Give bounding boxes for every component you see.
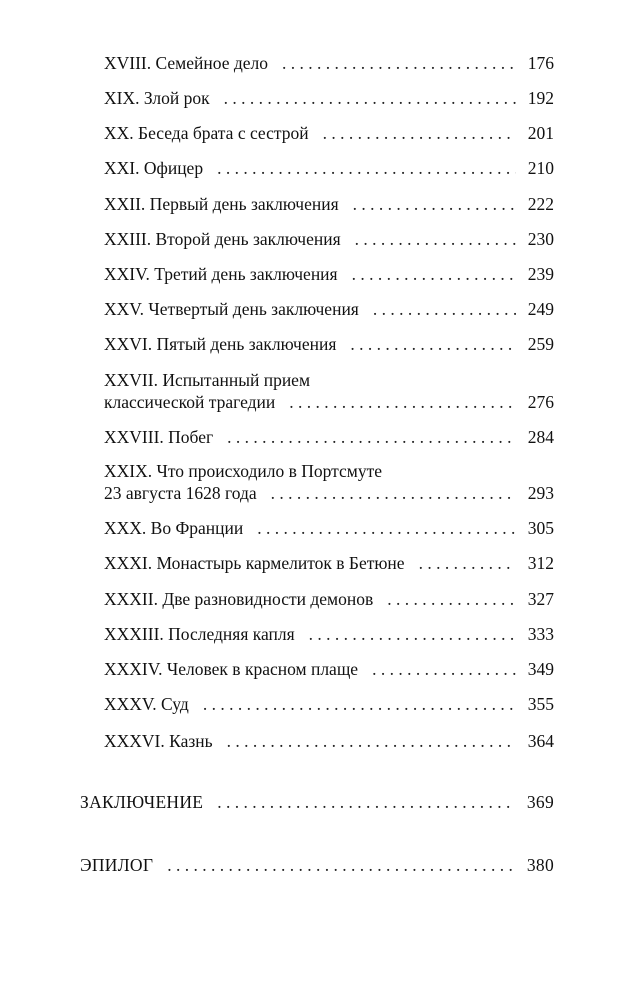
toc-entry-page: 176 <box>527 53 554 73</box>
dot-leader <box>167 854 515 876</box>
toc-entry-epilogue <box>80 854 554 876</box>
toc-entry-title: XXXIV. Человек в красном плаще <box>104 659 359 679</box>
dot-leader <box>372 658 516 680</box>
toc-entry-title: XXXI. Монастырь кармелиток в Бетюне <box>104 553 405 573</box>
toc-entry-xxx <box>104 517 554 539</box>
toc-entry-xviii <box>104 52 554 74</box>
toc-entry-title-line1: XXIX. Что происходило в Портсмуте <box>104 461 383 481</box>
toc-entry-xxii <box>104 193 554 215</box>
toc-entry-page: 230 <box>527 229 554 249</box>
toc-entry-title: XXI. Офицер <box>104 158 204 178</box>
toc-entry-page: 349 <box>527 659 554 679</box>
toc-entry-title-line2: классической трагедии <box>104 392 276 412</box>
toc-entry-page: 369 <box>526 792 554 812</box>
dot-leader <box>282 52 516 74</box>
dot-leader <box>352 263 516 285</box>
toc-entry-page: 305 <box>527 518 554 538</box>
toc-entry-xxvii <box>104 369 554 413</box>
toc-entry-xxv <box>104 298 554 320</box>
toc-entry-page: 239 <box>527 264 554 284</box>
toc-entry-page: 364 <box>527 731 554 751</box>
toc-entry-title-line1: XXVII. Испытанный прием <box>104 370 311 390</box>
toc-entry-title: XXXVI. Казнь <box>104 731 213 751</box>
dot-leader <box>355 228 516 250</box>
toc-entry-page: 222 <box>527 194 554 214</box>
toc-entry-title: ЭПИЛОГ <box>80 855 154 875</box>
toc-entry-xxiv <box>104 263 554 285</box>
toc-entry-xxxv <box>104 693 554 715</box>
toc-entry-title-line2: 23 августа 1628 года <box>104 483 257 503</box>
toc-entry-page: 355 <box>527 694 554 714</box>
dot-leader <box>289 391 515 413</box>
toc-entry-title: XXVI. Пятый день заключения <box>104 334 337 354</box>
dot-leader <box>217 791 515 813</box>
toc-entry-title: XXII. Первый день заключения <box>104 194 339 214</box>
dot-leader <box>224 87 516 109</box>
toc-entry-title: XXVIII. Побег <box>104 427 214 447</box>
dot-leader <box>373 298 516 320</box>
toc-entry-page: 259 <box>527 334 554 354</box>
toc-entry-title: XXV. Четвертый день заключения <box>104 299 359 319</box>
dot-leader <box>323 122 516 144</box>
toc-entry-title: XXXIII. Последняя капля <box>104 624 295 644</box>
toc-entry-page: 201 <box>527 123 554 143</box>
toc-entry-page: 293 <box>527 483 554 503</box>
toc-entry-xix <box>104 87 554 109</box>
toc-entry-xxxii <box>104 588 554 610</box>
toc-entry-page: 312 <box>527 553 554 573</box>
toc-entry-xxxi <box>104 552 554 574</box>
dot-leader <box>203 693 516 715</box>
toc-entry-title: ЗАКЛЮЧЕНИЕ <box>80 792 204 812</box>
toc-entry-page: 276 <box>527 392 554 412</box>
toc-entry-page: 210 <box>527 158 554 178</box>
toc-entry-title: XXX. Во Франции <box>104 518 244 538</box>
toc-entry-page: 327 <box>527 589 554 609</box>
dot-leader <box>217 157 516 179</box>
toc-entry-title: XX. Беседа брата с сестрой <box>104 123 309 143</box>
toc-entry-title: XVIII. Семейное дело <box>104 53 268 73</box>
dot-leader <box>350 333 515 355</box>
dot-leader <box>309 623 516 645</box>
toc-entry-xxxiv <box>104 658 554 680</box>
dot-leader <box>227 426 516 448</box>
toc-entry-xxi <box>104 157 554 179</box>
toc-entry-xxxvi <box>104 730 554 752</box>
dot-leader <box>227 730 516 752</box>
toc-entry-title: XXXV. Суд <box>104 694 189 714</box>
toc-entry-page: 192 <box>527 88 554 108</box>
dot-leader <box>353 193 516 215</box>
toc-entry-conclusion <box>80 791 554 813</box>
toc-entry-xxiii <box>104 228 554 250</box>
toc-entry-xxvi <box>104 333 554 355</box>
toc-entry-page: 380 <box>526 855 554 875</box>
toc-entry-page: 284 <box>527 427 554 447</box>
toc-entry-xx <box>104 122 554 144</box>
toc-entry-xxxiii <box>104 623 554 645</box>
toc-entry-title: XXXII. Две разновидности демонов <box>104 589 374 609</box>
dot-leader <box>419 552 516 574</box>
toc-entry-xxix <box>104 460 554 504</box>
toc-entry-xxviii <box>104 426 554 448</box>
toc-entry-page: 333 <box>527 624 554 644</box>
toc-entry-title: XIX. Злой рок <box>104 88 210 108</box>
toc-entry-title: XXIV. Третий день заключения <box>104 264 338 284</box>
dot-leader <box>271 482 516 504</box>
dot-leader <box>387 588 516 610</box>
toc-entry-page: 249 <box>527 299 554 319</box>
dot-leader <box>257 517 515 539</box>
toc-entry-title: XXIII. Второй день заключения <box>104 229 341 249</box>
